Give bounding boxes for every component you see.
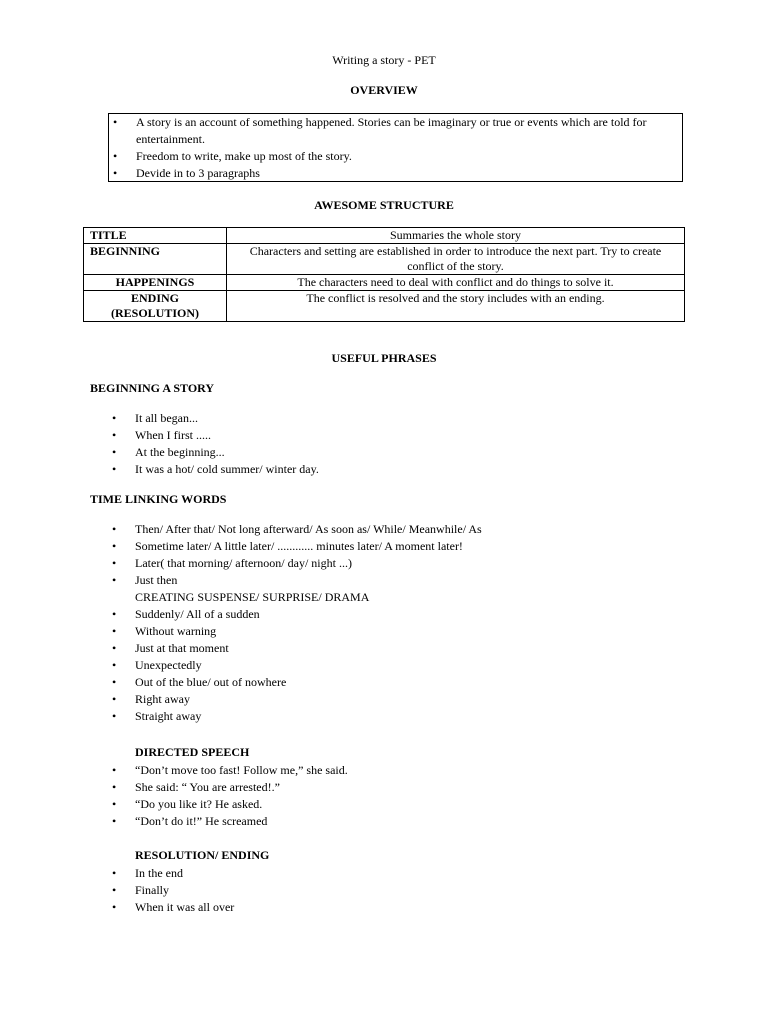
structure-table xyxy=(83,227,685,322)
table-row xyxy=(84,244,685,275)
bullet-icon: • xyxy=(112,607,117,621)
bullet-icon: • xyxy=(112,866,117,880)
structure-heading: AWESOME STRUCTURE xyxy=(314,198,454,212)
bullet-icon: • xyxy=(112,780,117,794)
bullet-icon: • xyxy=(113,115,118,129)
beginning-heading: BEGINNING A STORY xyxy=(90,381,215,395)
list-item: • It was a hot/ cold summer/ winter day. xyxy=(112,462,319,476)
bullet-icon: • xyxy=(112,763,117,777)
list-item: • In the end xyxy=(112,866,183,880)
list-item: • Suddenly/ All of a sudden xyxy=(112,607,260,621)
list-item: • When I first ..... xyxy=(112,428,211,442)
useful-phrases-heading: USEFUL PHRASES xyxy=(331,351,437,365)
time-linking-heading: TIME LINKING WORDS xyxy=(90,492,227,506)
bullet-icon: • xyxy=(112,797,117,811)
list-item: • “Don’t do it!” He screamed xyxy=(112,814,268,828)
overview-box xyxy=(108,113,683,182)
resolution-list xyxy=(108,865,234,916)
bullet-icon: • xyxy=(112,411,117,425)
time-linking-list xyxy=(108,521,482,725)
bullet-icon: • xyxy=(112,428,117,442)
bullet-icon: • xyxy=(112,624,117,638)
overview-heading: OVERVIEW xyxy=(350,83,418,97)
table-row xyxy=(84,275,685,291)
bullet-icon: • xyxy=(112,522,117,536)
structure-label: TITLE xyxy=(84,228,227,244)
table-row xyxy=(84,291,685,322)
overview-list xyxy=(109,114,657,182)
document-title: Writing a story - PET xyxy=(332,53,436,67)
list-item: • A story is an account of something happened. Stories can be imaginary or true or events which are told for entertainment. xyxy=(113,115,647,146)
bullet-icon: • xyxy=(113,149,118,163)
bullet-icon: • xyxy=(112,556,117,570)
bullet-icon: • xyxy=(112,462,117,476)
bullet-icon: • xyxy=(112,675,117,689)
structure-label: HAPPENINGS xyxy=(84,275,227,291)
bullet-icon: • xyxy=(112,709,117,723)
list-item: • Out of the blue/ out of nowhere xyxy=(112,675,287,689)
list-item: • Then/ After that/ Not long afterward/ As soon as/ While/ Meanwhile/ As xyxy=(112,522,482,536)
bullet-icon: • xyxy=(112,883,117,897)
list-item: • Unexpectedly xyxy=(112,658,202,672)
suspense-label: CREATING SUSPENSE/ SURPRISE/ DRAMA xyxy=(135,590,370,604)
bullet-icon: • xyxy=(112,641,117,655)
list-item: • Freedom to write, make up most of the story. xyxy=(113,149,352,163)
structure-label: ENDING (RESOLUTION) xyxy=(84,291,227,322)
bullet-icon: • xyxy=(112,814,117,828)
list-item: • At the beginning... xyxy=(112,445,225,459)
structure-desc: Summaries the whole story xyxy=(227,228,685,244)
list-item: • She said: “ You are arrested!.” xyxy=(112,780,280,794)
bullet-icon: • xyxy=(113,166,118,180)
list-item: • Right away xyxy=(112,692,190,706)
structure-label: BEGINNING xyxy=(84,244,227,275)
structure-desc: Characters and setting are established in order to introduce the next part. Try to create conflict of the story. xyxy=(227,244,685,275)
bullet-icon: • xyxy=(112,445,117,459)
resolution-heading: RESOLUTION/ ENDING xyxy=(135,848,270,862)
bullet-icon: • xyxy=(112,658,117,672)
list-item: • Without warning xyxy=(112,624,217,638)
directed-speech-list xyxy=(108,762,348,830)
list-item: • Sometime later/ A little later/ ............ minutes later/ A moment later! xyxy=(112,539,463,553)
list-item: • “Don’t move too fast! Follow me,” she said. xyxy=(112,763,348,777)
list-item: • It all began... xyxy=(112,411,198,425)
directed-speech-heading: DIRECTED SPEECH xyxy=(135,745,250,759)
list-item: • “Do you like it? He asked. xyxy=(112,797,263,811)
list-item: • Straight away xyxy=(112,709,202,723)
bullet-icon: • xyxy=(112,900,117,914)
structure-desc: The conflict is resolved and the story includes with an ending. xyxy=(227,291,685,322)
list-item: • Just at that moment xyxy=(112,641,229,655)
bullet-icon: • xyxy=(112,692,117,706)
bullet-icon: • xyxy=(112,573,117,587)
list-item: • When it was all over xyxy=(112,900,235,914)
table-row xyxy=(84,228,685,244)
list-item: • Later( that morning/ afternoon/ day/ night ...) xyxy=(112,556,352,570)
bullet-icon: • xyxy=(112,539,117,553)
list-item: • Just then xyxy=(112,573,178,587)
beginning-list xyxy=(108,410,319,478)
structure-desc: The characters need to deal with conflict and do things to solve it. xyxy=(227,275,685,291)
list-item: • Devide in to 3 paragraphs xyxy=(113,166,260,180)
list-item: • Finally xyxy=(112,883,170,897)
